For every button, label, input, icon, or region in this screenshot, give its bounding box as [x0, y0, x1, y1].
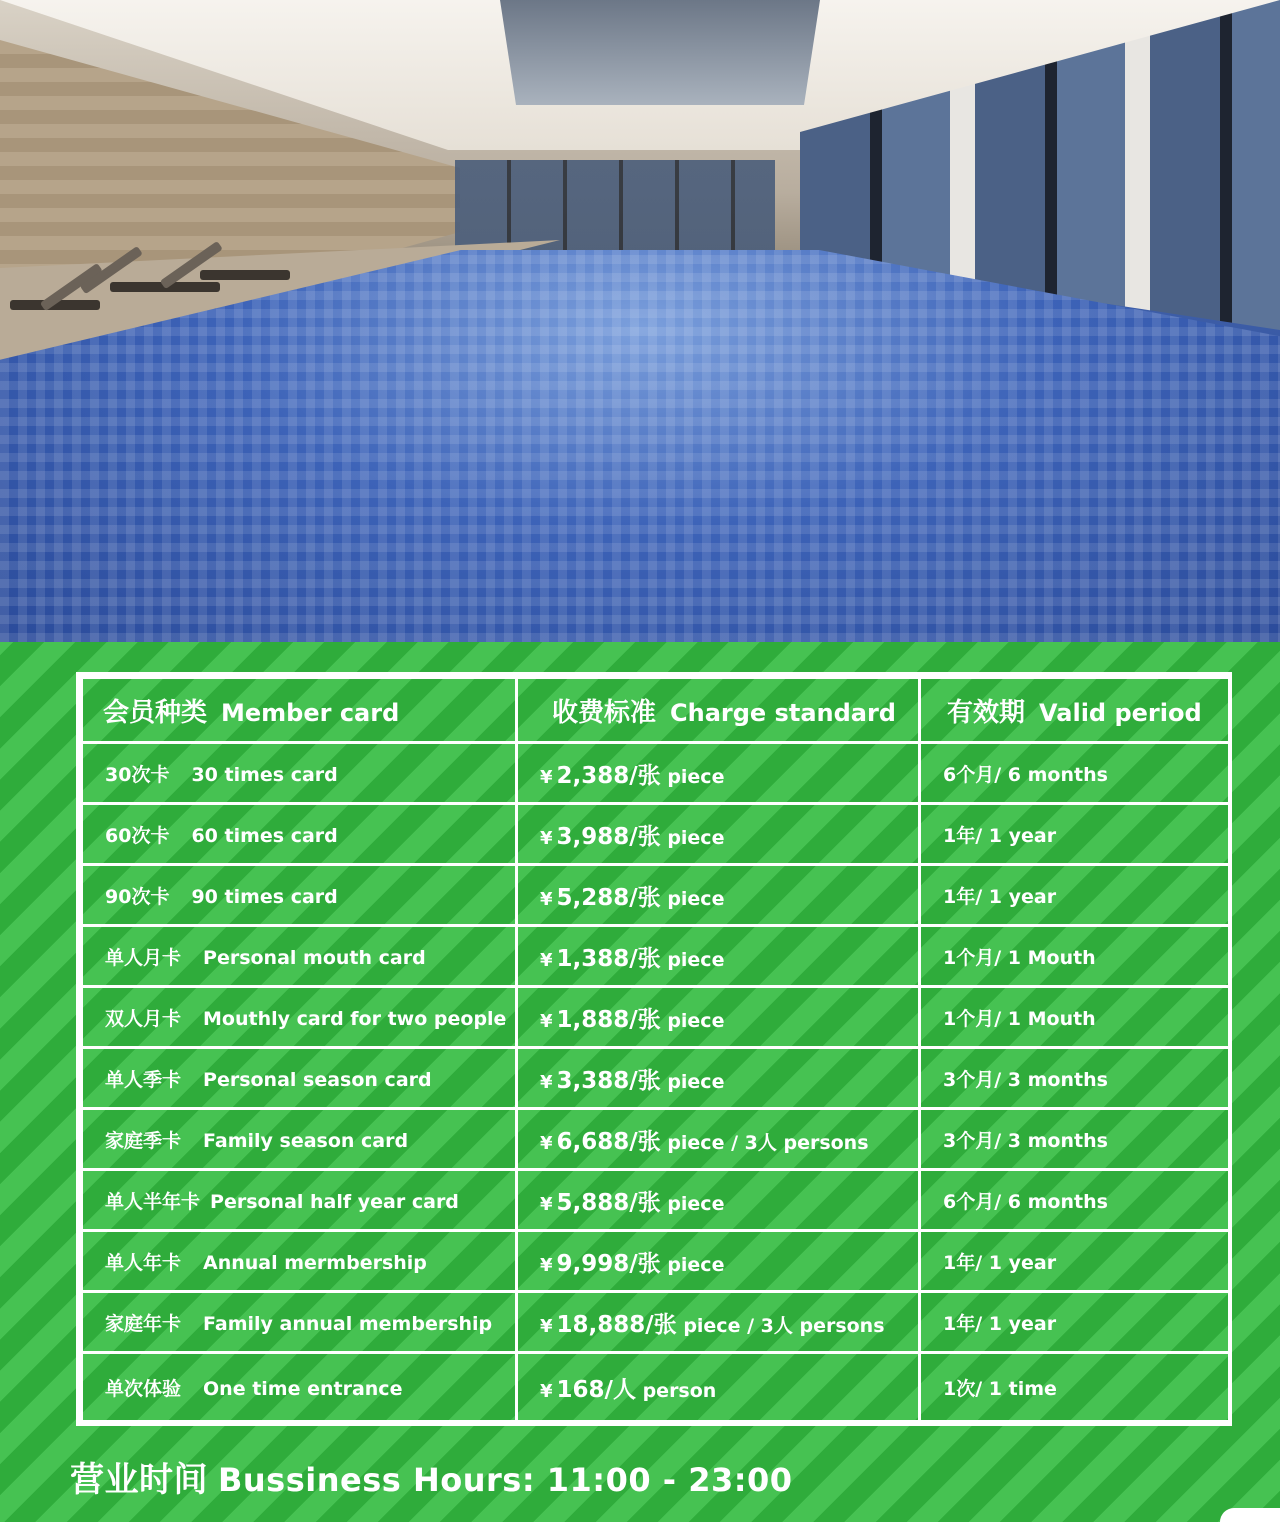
price-suffix: piece: [667, 1253, 725, 1276]
card-zh: 90次卡: [105, 885, 170, 908]
yen-sign: ¥: [540, 1254, 553, 1276]
table-row: [82, 1048, 1230, 1109]
price-cell: [517, 804, 920, 865]
business-hours: [70, 1452, 793, 1508]
corner-decoration: [1220, 1508, 1280, 1522]
card-type-cell: [82, 926, 517, 987]
yen-sign: ¥: [540, 1380, 553, 1402]
header-zh: 有效期: [947, 697, 1026, 728]
header-en: Valid period: [1039, 698, 1202, 727]
price: 3,988/张: [556, 823, 661, 850]
price-suffix: piece / 3人 persons: [667, 1131, 869, 1154]
price-cell: [517, 1170, 920, 1231]
card-en: Family season card: [203, 1129, 409, 1152]
period-cell: 3个月/ 3 months: [920, 1109, 1230, 1170]
business-hours-en: Bussiness Hours: 11:00 - 23:00: [218, 1461, 793, 1499]
card-en: Personal season card: [203, 1068, 432, 1091]
card-type-cell: [82, 1292, 517, 1353]
card-en: Mouthly card for two people: [203, 1007, 507, 1030]
price: 6,688/张: [556, 1128, 661, 1155]
period-cell: 1次/ 1 time: [920, 1353, 1230, 1422]
price-cell: [517, 1048, 920, 1109]
card-en: 90 times card: [191, 885, 338, 908]
header-valid-period: [920, 678, 1230, 743]
price-cell: [517, 1231, 920, 1292]
card-type-cell: [82, 1048, 517, 1109]
price-cell: [517, 987, 920, 1048]
yen-sign: ¥: [540, 888, 553, 910]
table-row: [82, 865, 1230, 926]
yen-sign: ¥: [540, 827, 553, 849]
card-zh: 30次卡: [105, 763, 170, 786]
card-en: 60 times card: [191, 824, 338, 847]
card-en: Personal mouth card: [203, 946, 426, 969]
card-zh: 家庭年卡: [105, 1312, 182, 1335]
yen-sign: ¥: [540, 949, 553, 971]
price-suffix: piece: [667, 1192, 725, 1215]
card-zh: 单人年卡: [105, 1251, 182, 1274]
card-en: Personal half year card: [210, 1190, 459, 1213]
price-suffix: piece: [667, 948, 725, 971]
price-suffix: piece: [667, 826, 725, 849]
price-cell: [517, 865, 920, 926]
card-zh: 单次体验: [105, 1377, 182, 1400]
period-cell: 3个月/ 3 months: [920, 1048, 1230, 1109]
card-type-cell: [82, 1109, 517, 1170]
table-row: [82, 1231, 1230, 1292]
price: 1,888/张: [556, 1006, 661, 1033]
hero-pool-photo: [0, 0, 1280, 642]
card-en: Family annual membership: [203, 1312, 493, 1335]
period-cell: 6个月/ 6 months: [920, 1170, 1230, 1231]
table-row: [82, 1109, 1230, 1170]
card-zh: 60次卡: [105, 824, 170, 847]
yen-sign: ¥: [540, 1193, 553, 1215]
price: 3,388/张: [556, 1067, 661, 1094]
price-cell: [517, 743, 920, 804]
price-suffix: piece: [667, 1009, 725, 1032]
table-header-row: [82, 678, 1230, 743]
period-cell: 1年/ 1 year: [920, 1292, 1230, 1353]
yen-sign: ¥: [540, 1315, 553, 1337]
yen-sign: ¥: [540, 1132, 553, 1154]
card-type-cell: [82, 743, 517, 804]
price: 1,388/张: [556, 945, 661, 972]
yen-sign: ¥: [540, 1010, 553, 1032]
header-en: Member card: [221, 698, 400, 727]
yen-sign: ¥: [540, 766, 553, 788]
price-suffix: piece: [667, 1070, 725, 1093]
table-row: [82, 1292, 1230, 1353]
card-zh: 单人月卡: [105, 946, 182, 969]
card-zh: 单人季卡: [105, 1068, 182, 1091]
table-row: [82, 987, 1230, 1048]
period-cell: 6个月/ 6 months: [920, 743, 1230, 804]
card-type-cell: [82, 1170, 517, 1231]
period-cell: 1年/ 1 year: [920, 804, 1230, 865]
price: 2,388/张: [556, 762, 661, 789]
period-cell: 1个月/ 1 Mouth: [920, 926, 1230, 987]
card-type-cell: [82, 987, 517, 1048]
card-en: 30 times card: [191, 763, 338, 786]
table-row: [82, 743, 1230, 804]
table-row: [82, 1170, 1230, 1231]
price: 18,888/张: [556, 1311, 677, 1338]
price: 5,288/张: [556, 884, 661, 911]
price-cell: [517, 1353, 920, 1422]
card-zh: 双人月卡: [105, 1007, 182, 1030]
table-row: [82, 926, 1230, 987]
card-type-cell: [82, 804, 517, 865]
card-en: One time entrance: [203, 1377, 403, 1400]
yen-sign: ¥: [540, 1071, 553, 1093]
price-cell: [517, 1109, 920, 1170]
header-charge-standard: [517, 678, 920, 743]
price-suffix: piece: [667, 765, 725, 788]
skylight: [500, 0, 820, 105]
period-cell: 1个月/ 1 Mouth: [920, 987, 1230, 1048]
table-row: [82, 804, 1230, 865]
header-member-card: [82, 678, 517, 743]
price-cell: [517, 926, 920, 987]
price-suffix: piece / 3人 persons: [683, 1314, 885, 1337]
business-hours-zh: 营业时间: [70, 1460, 208, 1500]
header-zh: 收费标准: [552, 697, 657, 728]
price: 168/人: [556, 1376, 636, 1403]
price-suffix: piece: [667, 887, 725, 910]
period-cell: 1年/ 1 year: [920, 1231, 1230, 1292]
membership-price-table: [80, 676, 1231, 1423]
price-cell: [517, 1292, 920, 1353]
header-en: Charge standard: [670, 698, 896, 727]
table-row: [82, 1353, 1230, 1422]
header-zh: 会员种类: [103, 697, 208, 728]
card-type-cell: [82, 1353, 517, 1422]
card-zh: 家庭季卡: [105, 1129, 182, 1152]
price: 9,998/张: [556, 1250, 661, 1277]
price-suffix: person: [642, 1379, 717, 1402]
price: 5,888/张: [556, 1189, 661, 1216]
card-type-cell: [82, 1231, 517, 1292]
card-type-cell: [82, 865, 517, 926]
lounger: [200, 270, 290, 280]
card-en: Annual mermbership: [203, 1251, 427, 1274]
period-cell: 1年/ 1 year: [920, 865, 1230, 926]
card-zh: 单人半年卡: [105, 1190, 201, 1213]
